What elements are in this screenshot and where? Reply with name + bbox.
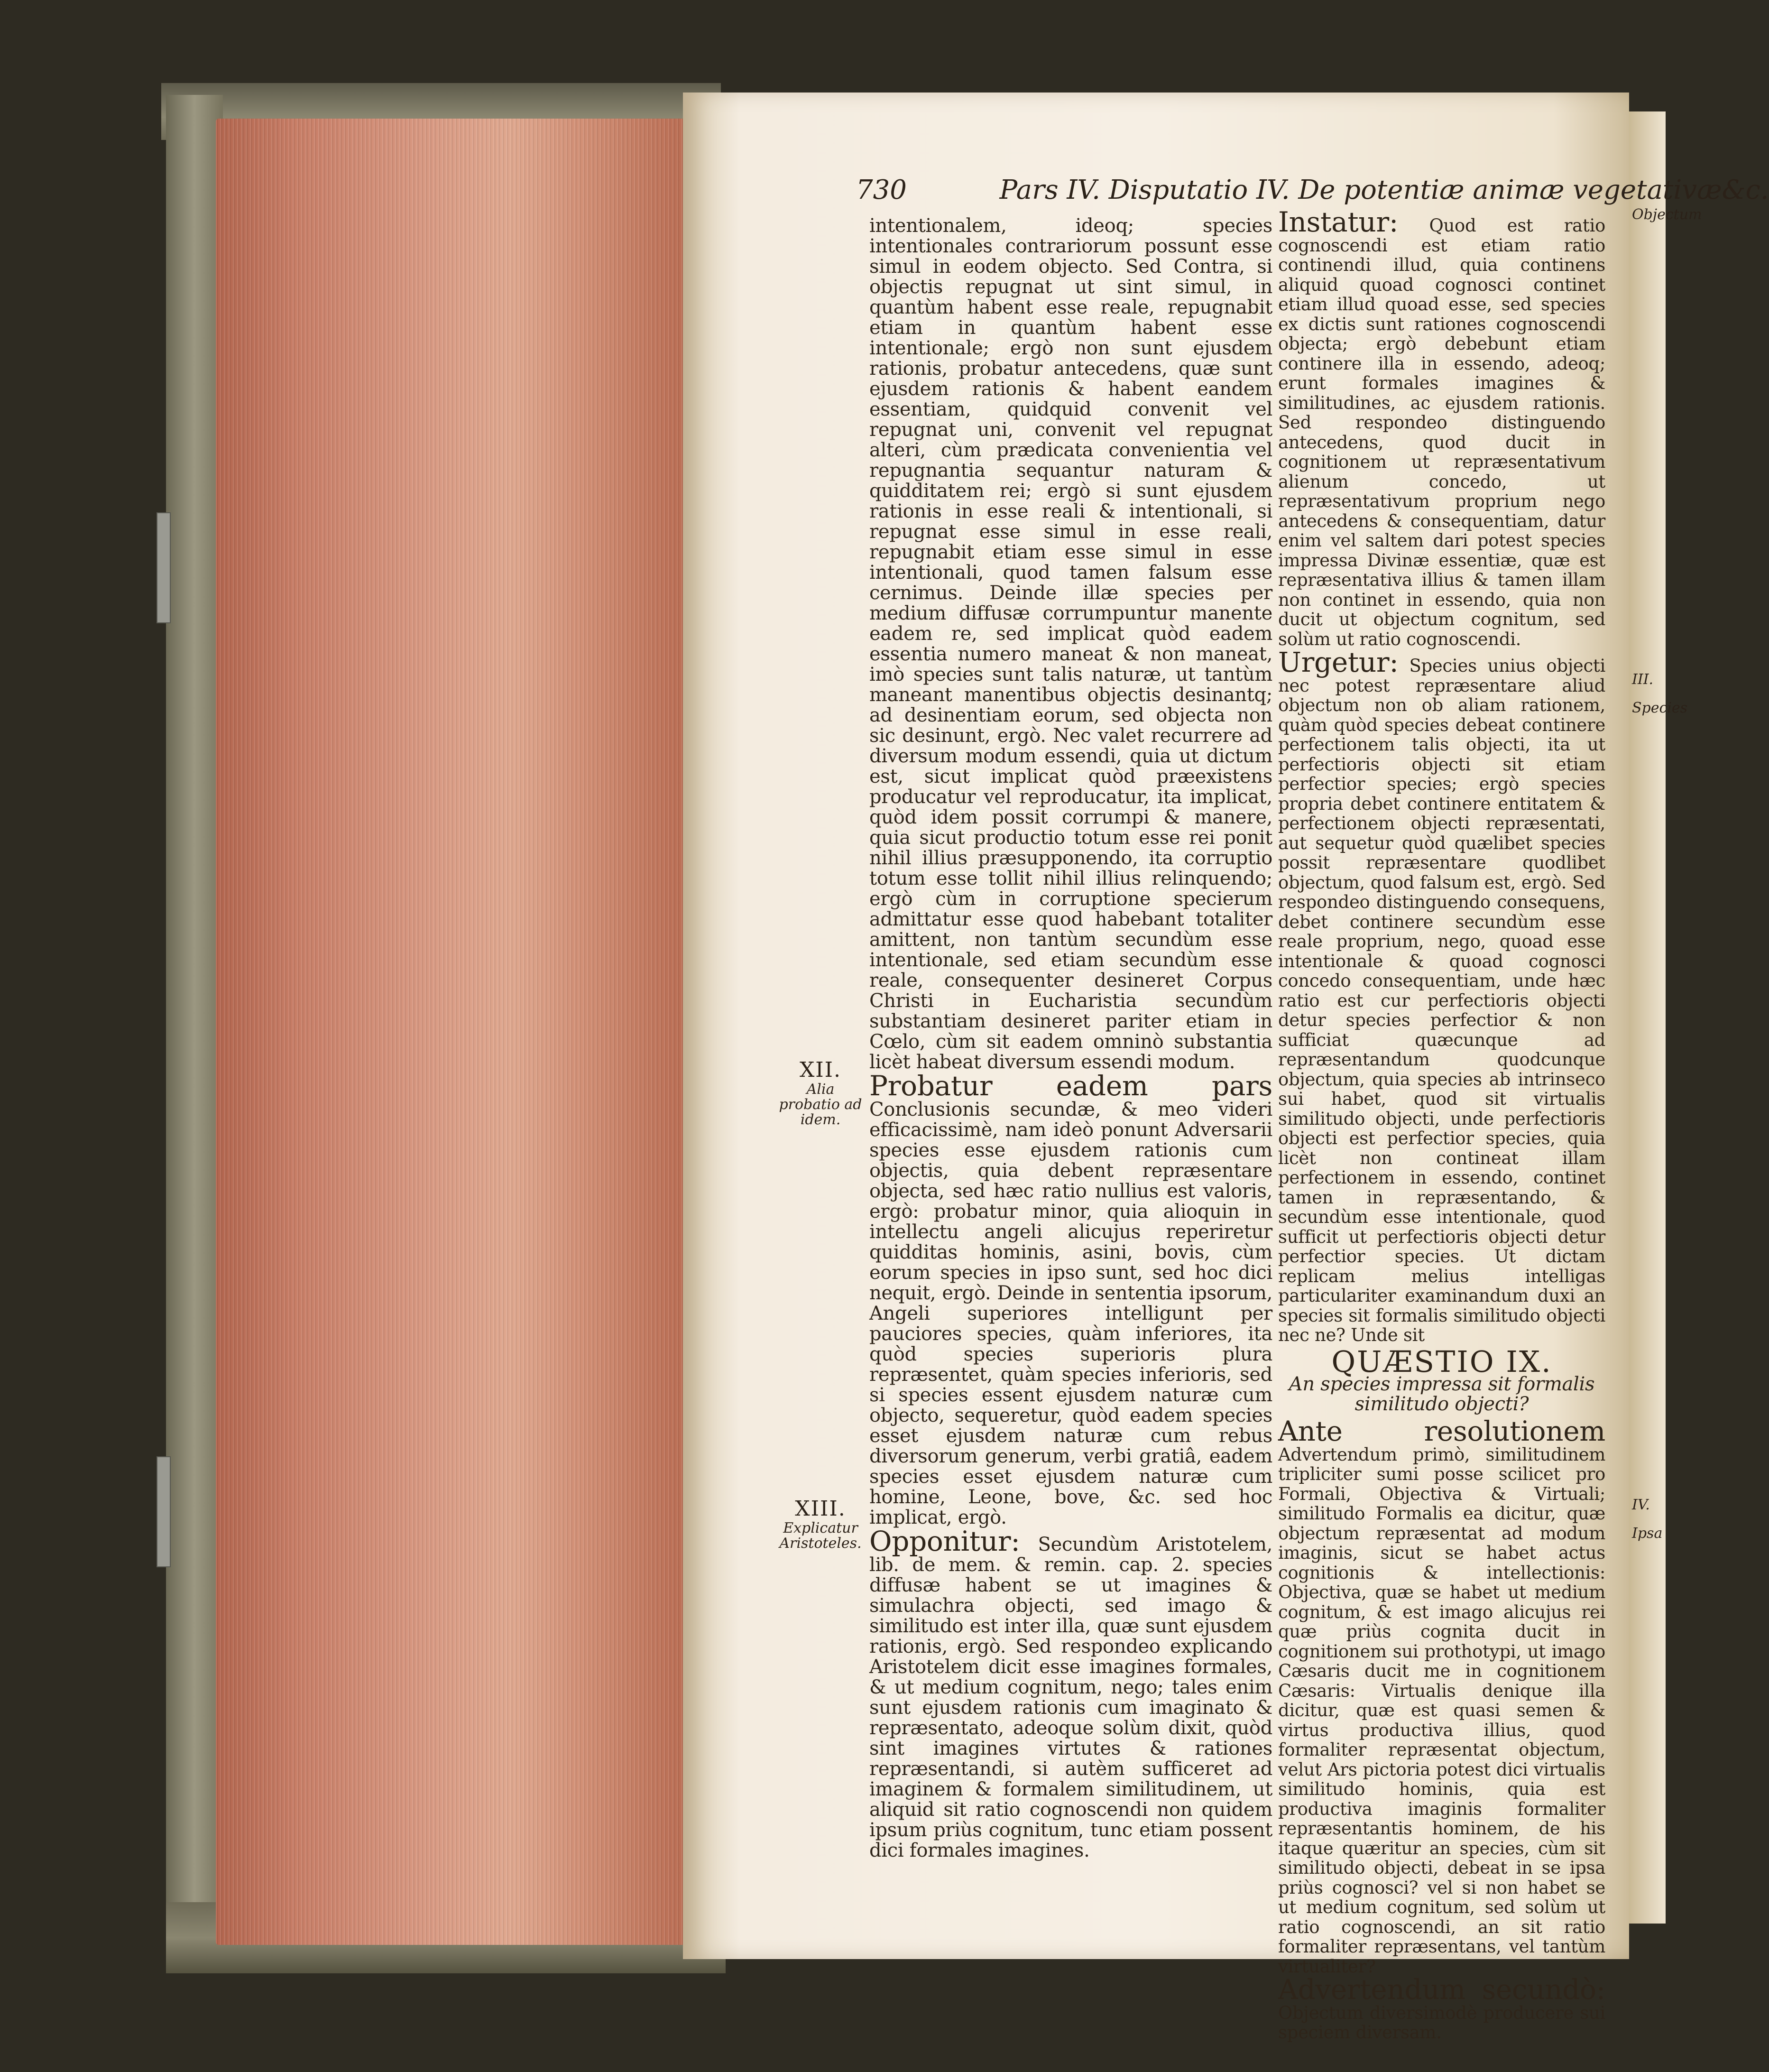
paragraph-lead: Urgetur: bbox=[1278, 646, 1399, 678]
paragraph-body: Advertendum primò, similitudinem tripliciter sumi posse scilicet pro Formali, Objectiva & Virtuali; similitudo Formalis ea dicitur, quæ objectum repræsentat ad modum imaginis, sicut se habet actus cognitionis & intellectionis: Objectiva, quæ se habet ut medium cognitum, & est imago alicujus rei quæ priùs cognita ducit in cognitionem sui prothotypi, ut imago Cæsaris ducit me in cognitionem Cæsaris: Virtualis denique illa dicitur, quæ est quasi semen & virtus productiva illius, quod formaliter repræsentat objectum, velut Ars pictoria potest dici virtualis similitudo hominis, quia est productiva imaginis formaliter repræsentantis hominem, de his itaque quæritur an species, cùm sit similitudo objecti, debeat in se ipsa priùs cognosci? vel si non habet se ut medium cognitum, sed solùm ut ratio cognoscendi, an sit ratio formaliter repræsentans, vel tantùm virtualiter? bbox=[1278, 1444, 1605, 1977]
margin-gloss: Alia probatio ad idem. bbox=[779, 1081, 862, 1128]
paragraph-body: Species unius objecti nec potest repræsentare aliud objectum non ob aliam rationem, quàm quòd species debeat continere perfectionem talis objecti, ita ut perfectioris objecti sit etiam perfectior species; ergò species propria debet continere entitatem & perfectionem objecti repræsentati, aut sequetur quòd quælibet species possit repræsentare quodlibet objectum, quod falsum est, ergò. Sed respondeo distinguendo consequens, debet continere secundùm esse reale proprium, nego, quoad esse intentionale & quoad cognosci concedo consequentiam, unde hæc ratio est cur perfectioris objecti detur species perfectior & non sufficiat quæcunque ad repræsentandum quodcunque objectum, quia species ab intrinseco sui habet, quod sit virtualis similitudo objecti, unde perfectioris objecti est perfectior species, quia licèt non contineat illam perfectionem in essendo, continet tamen in repræsentando, & secundùm esse intentionale, quod sufficit ut perfectioris objecti detur perfectior species. Ut dictam replicam melius intelligas particulariter examinandum duxi an species sit formalis similitudo objecti nec ne? Unde sit bbox=[1278, 656, 1605, 1345]
left-text-column bbox=[869, 216, 1272, 1861]
page-edges bbox=[216, 119, 690, 1945]
paragraph bbox=[1278, 1973, 1605, 2043]
margin-note-xii bbox=[778, 1058, 863, 1128]
next-page-note: IV. bbox=[1632, 1497, 1650, 1513]
margin-number: XIII. bbox=[795, 1497, 846, 1521]
paragraph-body: Quod est ratio cognoscendi est etiam ratio continendi illud, quia continens aliquid quoad cognosci continet etiam illud quoad esse, sed species ex dictis sunt rationes cognoscendi objecta; ergò debebunt etiam continere illa in essendo, adeoq; erunt formales imagines & similitudines, ac ejusdem rationis. Sed respondeo distinguendo antecedens, quod ducit in cognitionem ut repræsentativum alienum concedo, ut repræsentativum proprium nego antecedens & consequentiam, datur enim vel saltem dari potest species impressa Divinæ essentiæ, quæ est repræsentativa illius & tamen illam non continet in essendo, quia non ducit ut objectum cognitum, sed solùm ut ratio cognoscendi. bbox=[1278, 215, 1605, 649]
next-page-sliver bbox=[1629, 111, 1702, 1924]
paragraph bbox=[1278, 1415, 1605, 1977]
paragraph bbox=[1278, 206, 1605, 649]
paragraph-lead: Ante resolutionem bbox=[1278, 1415, 1605, 1447]
paragraph bbox=[1278, 646, 1605, 1345]
paragraph-lead: Instatur: bbox=[1278, 206, 1399, 238]
margin-gloss: Explicatur Aristoteles. bbox=[779, 1520, 862, 1552]
paragraph-body: Conclusionis secundæ, & meo videri efficacissimè, nam ideò ponunt Adversarii species esse ejusdem rationis cum objectis, quia debent repræsentare objecta, sed hæc ratio nullius est valoris, ergò: probatur minor, quia alioquin in intellectu angeli alicujus reperiretur quidditas hominis, asini, bovis, cùm eorum species in ipso sunt, sed hoc dici nequit, ergò. Deinde in sententia ipsorum, Angeli superiores intelligunt per pauciores species, quàm inferiores, ita quòd species superioris plura repræsentet, quàm species inferioris, sed si species essent ejusdem naturæ cum objecto, sequeretur, quòd eadem species esset ejusdem naturæ cum rebus diversorum generum, verbi gratiâ, eadem species esset ejusdem naturæ cum homine, Leone, bove, &c. sed hoc implicat, ergò. bbox=[869, 1099, 1272, 1528]
quaestio-title: QUÆSTIO IX. bbox=[1331, 1344, 1552, 1379]
paragraph-lead: Probatur eadem pars bbox=[869, 1070, 1272, 1102]
right-text-column bbox=[1278, 206, 1605, 2043]
paragraph: intentionalem, ideoq; species intentionales contrariorum possunt esse simul in eodem objecto. Sed Contra, si objectis repugnat ut sint simul, in quantùm habent esse reale, repugnabit etiam in quantùm habent esse intentionale; ergò non sunt ejusdem rationis, probatur antecedens, quæ sunt ejusdem rationis & habent eandem essentiam, quidquid convenit vel repugnat uni, convenit vel repugnat alteri, cùm prædicata convenientia vel repugnantia sequantur naturam & quidditatem rei; ergò si sunt ejusdem rationis in esse reali & intentionali, si repugnat esse simul in esse reali, repugnabit etiam esse simul in esse intentionali, quod tamen falsum esse cernimus. Deinde illæ species per medium diffusæ corrumpuntur manente eadem re, sed implicat quòd eadem essentia numero maneat & non maneat, imò species sunt talis naturæ, ut tantùm maneant manentibus objectis desinantq; ad desinentiam eorum, sed objecta non sic desinunt, ergò. Nec valet recurrere ad diversum modum essendi, quia ut dictum est, sicut implicat quòd præexistens producatur vel reproducatur, ita implicat, quòd idem possit corrumpi & manere, quia sicut productio totum esse rei ponit nihil illius præsupponendo, ita corruptio totum esse tollit nihil illius relinquendo; ergò cùm in corruptione specierum admittatur esse quod habebant totaliter amittent, non tantùm secundùm esse intentionale, sed etiam secundùm esse reale, consequenter desineret Corpus Christi in Eucharistia secundùm substantiam desineret pariter etiam in Cœlo, cùm sit eadem omninò substantia licèt habeat diversum essendi modum. bbox=[869, 215, 1272, 1073]
next-page-note: Species bbox=[1632, 700, 1688, 716]
next-page-note: Objectum bbox=[1632, 206, 1702, 223]
running-header bbox=[856, 175, 1769, 205]
margin-number: XII. bbox=[799, 1058, 842, 1082]
paragraph bbox=[869, 1070, 1272, 1528]
clasp-lower bbox=[157, 1456, 171, 1567]
margin-note-xiii bbox=[778, 1497, 863, 1551]
book-cover-left bbox=[166, 95, 223, 1969]
next-page-note: Ipsa bbox=[1632, 1525, 1663, 1542]
paragraph-lead: Opponitur: bbox=[869, 1525, 1020, 1557]
quaestio-subtitle: An species impressa sit formalis similitudo objecti? bbox=[1289, 1373, 1595, 1415]
paragraph bbox=[869, 1525, 1272, 1861]
clasp-upper bbox=[157, 512, 171, 623]
paragraph-body: Secundùm Aristotelem, lib. de mem. & remin. cap. 2. species diffusæ habent se ut imagines & simulachra objecti, sed imago & similitudo est inter illa, quæ sunt ejusdem rationis, ergò. Sed respondeo explicando Aristotelem dicit esse imagines formales, & ut medium cognitum, nego; tales enim sunt ejusdem rationis cum imaginato & repræsentato, adeoque solùm dixit, quòd sint imagines virtutes & rationes repræsentandi, si autèm sufficeret ad imaginem & formalem similitudinem, ut aliquid sit ratio cognoscendi non quidem ipsum priùs cognitum, tunc etiam possent dici formales imagines. bbox=[869, 1534, 1272, 1861]
paragraph-lead: Advertendum secundò: bbox=[1278, 1973, 1605, 2006]
paragraph-body: Objectum diversimodè producere sui speciem diversam. bbox=[1278, 2002, 1605, 2043]
page-number: 730 bbox=[856, 175, 907, 205]
next-page-note: III. bbox=[1632, 671, 1654, 688]
running-title: Pars IV. Disputatio IV. De potentiæ animæ vegetativæ&c. bbox=[999, 175, 1769, 205]
